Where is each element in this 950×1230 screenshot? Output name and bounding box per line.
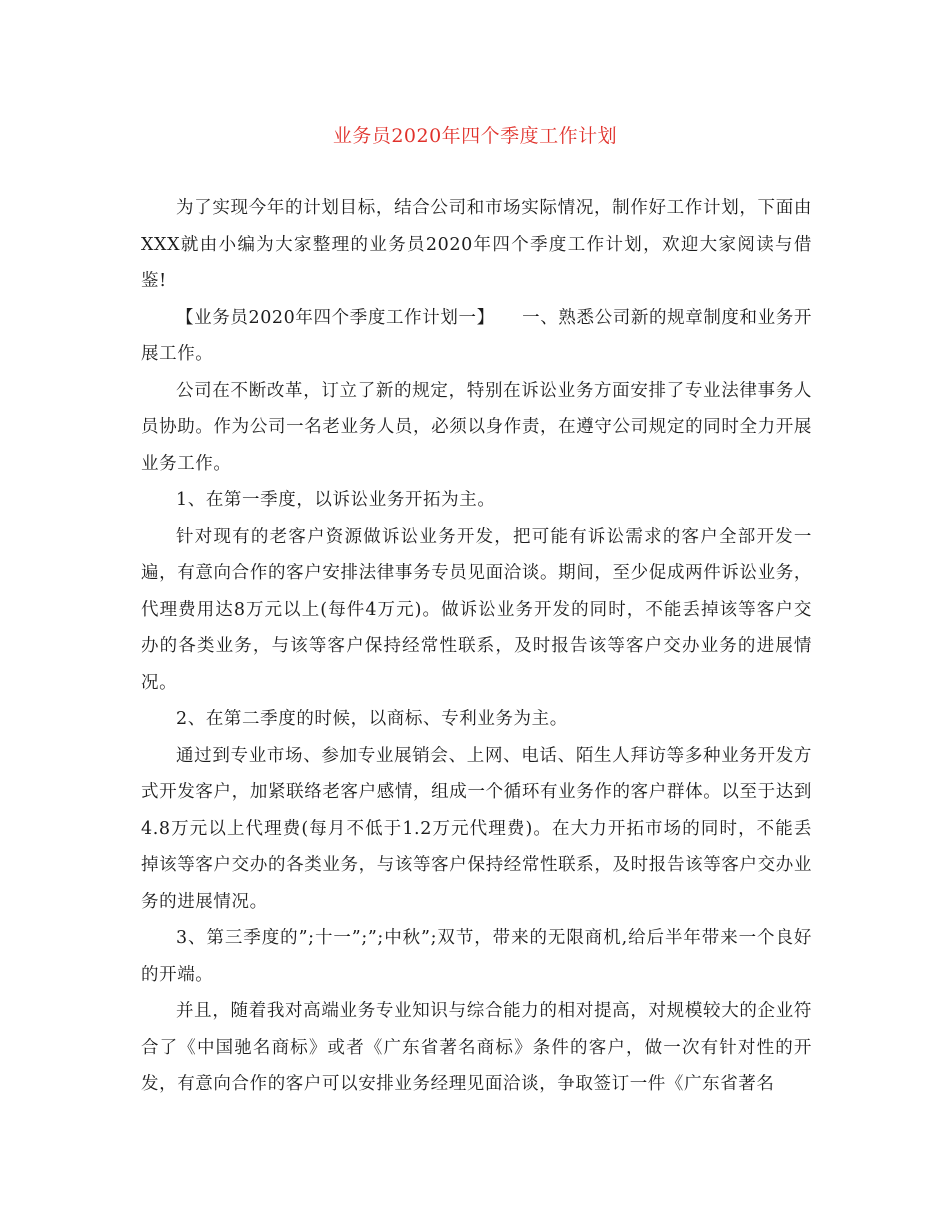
paragraph-q2-detail: 通过到专业市场、参加专业展销会、上网、电话、陌生人拜访等多种业务开发方式开发客户，加紧联络老客户感情，组成一个循环有业务作的客户群体。以至于达到4.8万元以上代理费(每月不低于1.2万元代理费)。在大力开拓市场的同时，不能丢掉该等客户交办的各类业务，与该等客户保持经常性联系，及时报告该等客户交办业务的进展情况。 xyxy=(141,745,812,912)
paragraph-plan-heading: 【业务员2020年四个季度工作计划一】 一、熟悉公司新的规章制度和业务开展工作。 xyxy=(141,307,812,364)
paragraph-q1-detail: 针对现有的老客户资源做诉讼业务开发，把可能有诉讼需求的客户全部开发一遍，有意向合作的客户安排法律事务专员见面洽谈。期间，至少促成两件诉讼业务，代理费用达8万元以上(每件4万元)。做诉讼业务开发的同时，不能丢掉该等客户交办的各类业务，与该等客户保持经常性联系，及时报告该等客户交办业务的进展情况。 xyxy=(141,526,812,693)
paragraph-q3-heading: 3、第三季度的”;十一”;”;中秋”;双节，带来的无限商机,给后半年带来一个良好的开端。 xyxy=(141,928,812,985)
document-body xyxy=(141,190,812,1103)
document-title: 业务员2020年四个季度工作计划 xyxy=(332,125,618,147)
paragraph-q2-heading: 2、在第二季度的时候，以商标、专利业务为主。 xyxy=(176,709,568,729)
paragraph-intro: 为了实现今年的计划目标，结合公司和市场实际情况，制作好工作计划，下面由XXX就由小编为大家整理的业务员2020年四个季度工作计划，欢迎大家阅读与借鉴! xyxy=(141,198,812,291)
paragraph-company-reform: 公司在不断改革，订立了新的规定，特别在诉讼业务方面安排了专业法律事务人员协助。作为公司一名老业务人员，必须以身作责，在遵守公司规定的同时全力开展业务工作。 xyxy=(141,380,812,474)
paragraph-q1-heading: 1、在第一季度，以诉讼业务开拓为主。 xyxy=(176,490,496,510)
paragraph-q3-detail: 并且，随着我对高端业务专业知识与综合能力的相对提高，对规模较大的企业符合了《中国驰名商标》或者《广东省著名商标》条件的客户，做一次有针对性的开发，有意向合作的客户可以安排业务经理见面洽谈，争取签订一件《广东省著名 xyxy=(141,1001,812,1094)
